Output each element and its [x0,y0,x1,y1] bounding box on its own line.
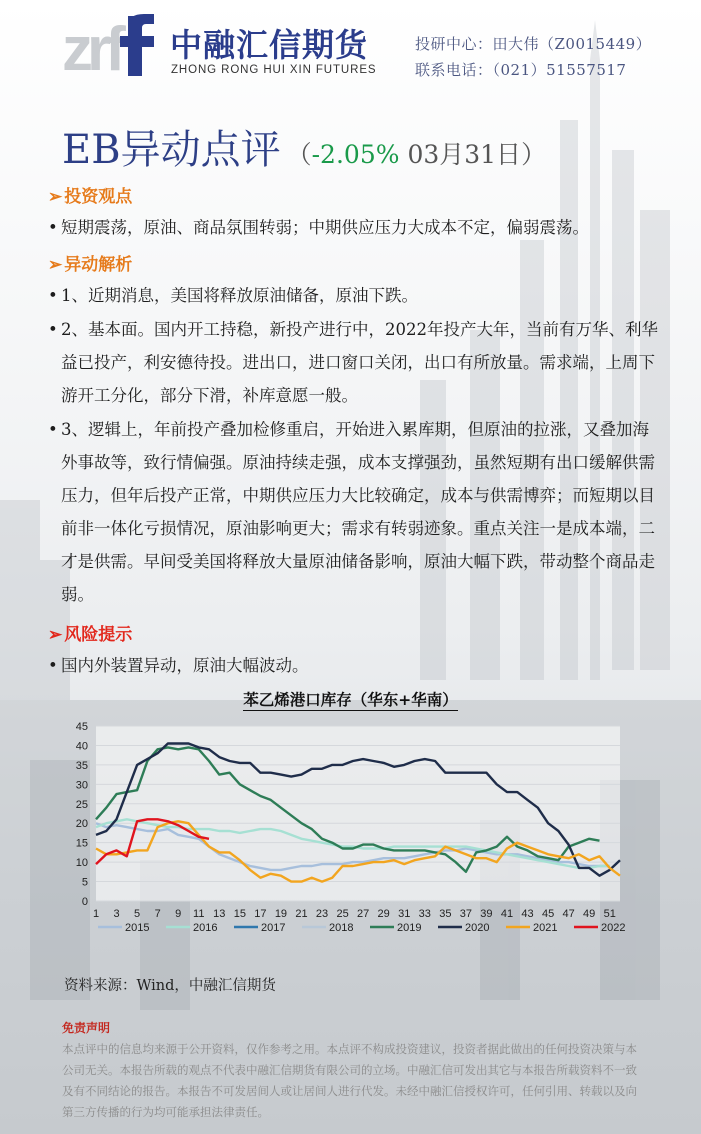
bullet-dot-icon: • [48,218,58,237]
title-subtitle [287,140,546,169]
list-item: • 3、逻辑上，年前投产叠加检修重启，开始进入累库期，但原油的拉涨，又叠加海外事故等，致行情偏强。原油持续走强，成本支撑强劲，虽然短期有出口缓解供需压力，但年后投产正常，中期供应压力大比较确定，成本与供需博弈；而短期以目前非一体化亏损情况，原油影响更大；需求有转弱迹象。重点关注一是成本端，二才是供需。早间受美国将释放大量原油储备影响，原油大幅下跌，带动整个商品走弱。 [48,413,658,611]
x-tick-label: 9 [175,908,182,920]
contact-researcher: 投研中心：田大伟（Z0015449） [415,35,652,53]
x-tick-label: 1 [92,908,100,920]
x-tick-label: 11 [193,908,205,920]
title-paren-open: （ [286,140,312,169]
y-tick-label: 40 [75,740,88,753]
legend-label-2018: 2018 [329,922,354,934]
section-heading-view-label: 投资观点 [64,187,133,207]
chart-title: 苯乙烯港口库存（华东+华南） [243,691,458,709]
section-heading-analysis-label: 异动解析 [64,255,133,275]
x-tick-label: 29 [377,908,390,920]
arrow-icon: ➢ [48,187,63,207]
x-tick-label: 49 [583,908,596,920]
contact-phone: 联系电话：（021）51557517 [415,61,627,79]
list-item: • 短期震荡，原油、商品氛围转弱；中期供应压力大成本不定，偏弱震荡。 [48,211,658,244]
section-heading-analysis [48,250,132,275]
x-tick-label: 43 [521,908,534,920]
x-tick-label: 21 [295,908,308,920]
y-tick-label: 30 [75,779,88,792]
company-name-en: ZHONG RONG HUI XIN FUTURES [171,64,377,76]
disclaimer-heading: 免责声明 [62,1021,111,1035]
x-tick-label: 7 [154,908,161,920]
legend-label-2016: 2016 [193,922,218,934]
legend-label-2017: 2017 [261,922,286,934]
y-tick-label: 5 [81,876,88,889]
y-tick-label: 10 [75,857,88,870]
list-item: • 国内外装置异动，原油大幅波动。 [48,649,658,682]
x-tick-label: 19 [274,908,288,920]
title-main: EB异动点评 [62,127,281,173]
disclaimer-body: 本点评中的信息均来源于公开资料，仅作参考之用。本点评不构成投资建议，投资者据此做出的任何投资决策与本公司无关。本报告所载的观点不代表中融汇信期货有限公司的立场。中融汇信可发出其它与本报告所载资料不一致及有不同结论的报告。本报告不可发居间人或让居间人进行代发。未经中融汇信授权许可，任何引用、转载以及向第三方传播的行为均可能承担法律责任。 [62,1042,637,1119]
arrow-icon: ➢ [48,255,63,275]
section-heading-risk [48,620,132,645]
y-tick-label: 35 [75,759,88,772]
x-tick-label: 45 [541,908,555,920]
page-title [62,118,546,175]
x-tick-label: 17 [254,908,267,920]
legend-label-2015: 2015 [125,922,150,934]
bullet-dot-icon: • [48,420,58,439]
company-logo-mark [62,12,162,80]
y-tick-label: 15 [75,837,88,850]
list-item: • 1、近期消息，美国将释放原油储备，原油下跌。 [48,279,658,312]
arrow-icon: ➢ [48,625,63,645]
bullet-dot-icon: • [48,286,58,305]
y-tick-label: 0 [81,896,88,908]
x-tick-label: 41 [500,908,514,920]
x-tick-label: 3 [113,908,120,920]
y-tick-label: 25 [75,798,88,811]
styrene-inventory-chart [0,712,701,947]
x-tick-label: 13 [213,908,226,920]
title-date: 03月31日 [407,140,522,169]
section-heading-view [48,182,132,207]
y-tick-label: 45 [75,721,88,733]
logo-letters: zrf [62,15,120,80]
x-tick-label: 5 [134,908,141,920]
list-item: • 2、基本面。国内开工持稳，新投产进行中，2022年投产大年，当前有万华、利华益已投产，利安德待投。进出口，进口窗口关闭，出口有所放量。需求端，上周下游开工分化，部分下滑，补库意愿一般。 [48,313,658,412]
x-tick-label: 37 [459,908,473,920]
title-paren-close: ） [521,140,547,169]
x-tick-label: 23 [315,908,329,920]
section-heading-risk-label: 风险提示 [64,625,133,645]
legend-label-2020: 2020 [465,922,490,934]
x-tick-label: 33 [418,908,431,920]
company-name-cn: 中融汇信期货 [170,26,369,64]
x-tick-label: 31 [398,908,411,920]
x-tick-label: 51 [603,908,616,920]
legend-label-2022: 2022 [601,922,626,934]
y-tick-label: 20 [75,818,88,831]
data-source: 资料来源：Wind，中融汇信期货 [64,978,276,994]
bullet-dot-icon: • [48,320,58,339]
x-tick-label: 35 [439,908,452,920]
price-change: -2.05% [311,140,400,169]
x-tick-label: 27 [357,908,370,920]
legend-label-2019: 2019 [397,922,422,934]
legend-label-2021: 2021 [533,922,558,934]
x-tick-label: 15 [233,908,246,920]
x-tick-label: 47 [562,908,575,920]
x-tick-label: 39 [480,908,493,920]
x-tick-label: 25 [336,908,349,920]
bullet-dot-icon: • [48,656,58,675]
